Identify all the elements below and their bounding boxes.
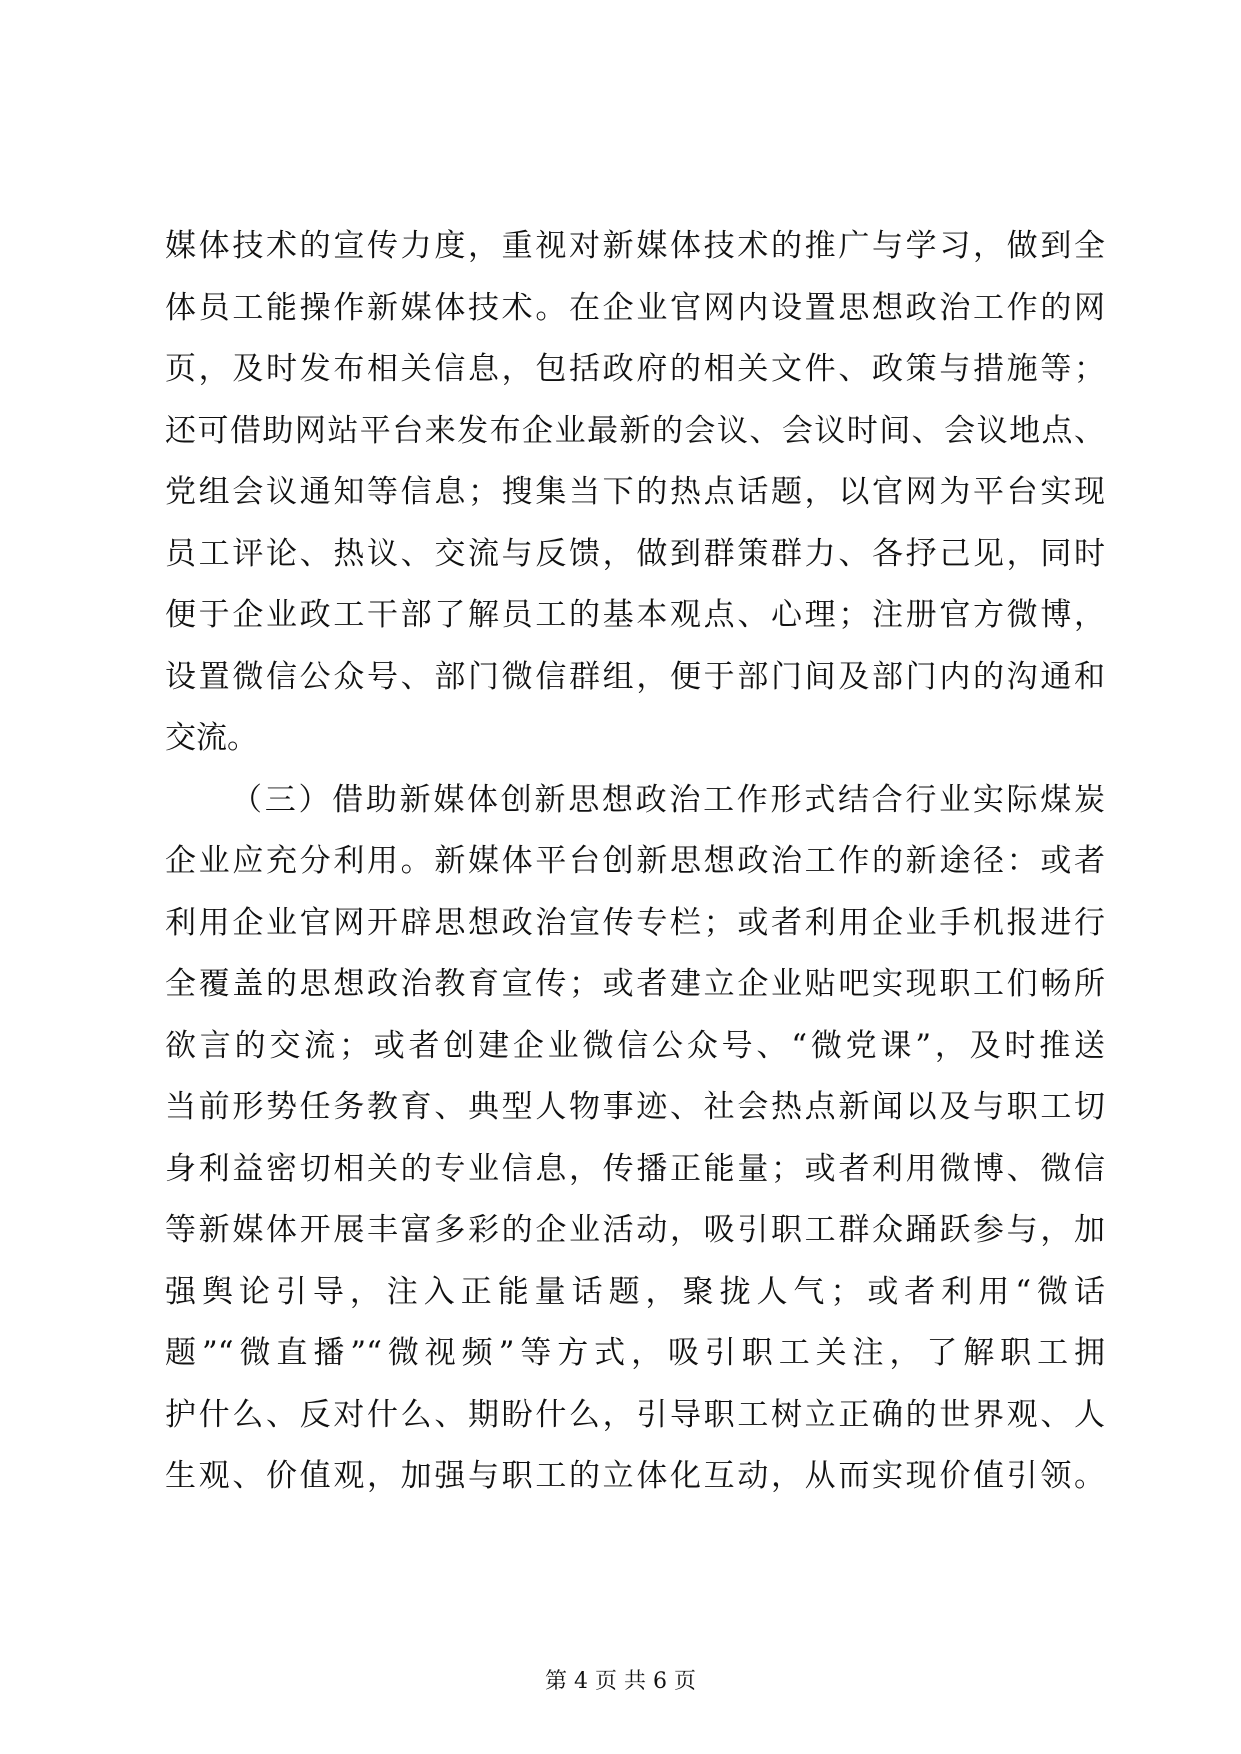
text-line: 强舆论引导，注入正能量话题，聚拢人气；或者利用“微话	[165, 1273, 1105, 1310]
text-line: 当前形势任务教育、典型人物事迹、社会热点新闻以及与职工切	[165, 1089, 1105, 1125]
text-line: 护什么、反对什么、期盼什么，引导职工树立正确的世界观、人	[165, 1396, 1105, 1433]
text-line: 媒体技术的宣传力度，重视对新媒体技术的推广与学习，做到全	[165, 228, 1105, 264]
text-line: 便于企业政工干部了解员工的基本观点、心理；注册官方微博，	[165, 597, 1105, 633]
text-line: 身利益密切相关的专业信息，传播正能量；或者利用微博、微信	[165, 1150, 1105, 1187]
text-line: 生观、价值观，加强与职工的立体化互动，从而实现价值引领。	[165, 1458, 1105, 1494]
body-text	[165, 226, 1105, 1518]
section-heading-line: （三）借助新媒体创新思想政治工作形式结合行业实际煤炭	[231, 781, 1105, 818]
text-line: 设置微信公众号、部门微信群组，便于部门间及部门内的沟通和	[165, 658, 1105, 695]
text-line: 党组会议通知等信息；搜集当下的热点话题，以官网为平台实现	[165, 474, 1105, 510]
text-line: 欲言的交流；或者创建企业微信公众号、“微党课”，及时推送	[165, 1027, 1105, 1064]
text-line: 员工评论、热议、交流与反馈，做到群策群力、各抒己见，同时	[165, 535, 1105, 572]
text-line: 企业应充分利用。新媒体平台创新思想政治工作的新途径：或者	[165, 843, 1105, 879]
text-line: 体员工能操作新媒体技术。在企业官网内设置思想政治工作的网	[165, 289, 1105, 326]
text-line: 还可借助网站平台来发布企业最新的会议、会议时间、会议地点、	[165, 412, 1105, 449]
page-number-footer: 第 4 页 共 6 页	[545, 1669, 696, 1694]
text-line: 交流。	[165, 720, 258, 756]
text-line: 等新媒体开展丰富多彩的企业活动，吸引职工群众踊跃参与，加	[165, 1212, 1105, 1248]
text-line: 全覆盖的思想政治教育宣传；或者建立企业贴吧实现职工们畅所	[165, 966, 1105, 1002]
text-line: 页，及时发布相关信息，包括政府的相关文件、政策与措施等；	[165, 351, 1105, 387]
text-line: 利用企业官网开辟思想政治宣传专栏；或者利用企业手机报进行	[165, 904, 1105, 941]
text-line: 题”“微直播”“微视频”等方式，吸引职工关注，了解职工拥	[165, 1335, 1105, 1371]
